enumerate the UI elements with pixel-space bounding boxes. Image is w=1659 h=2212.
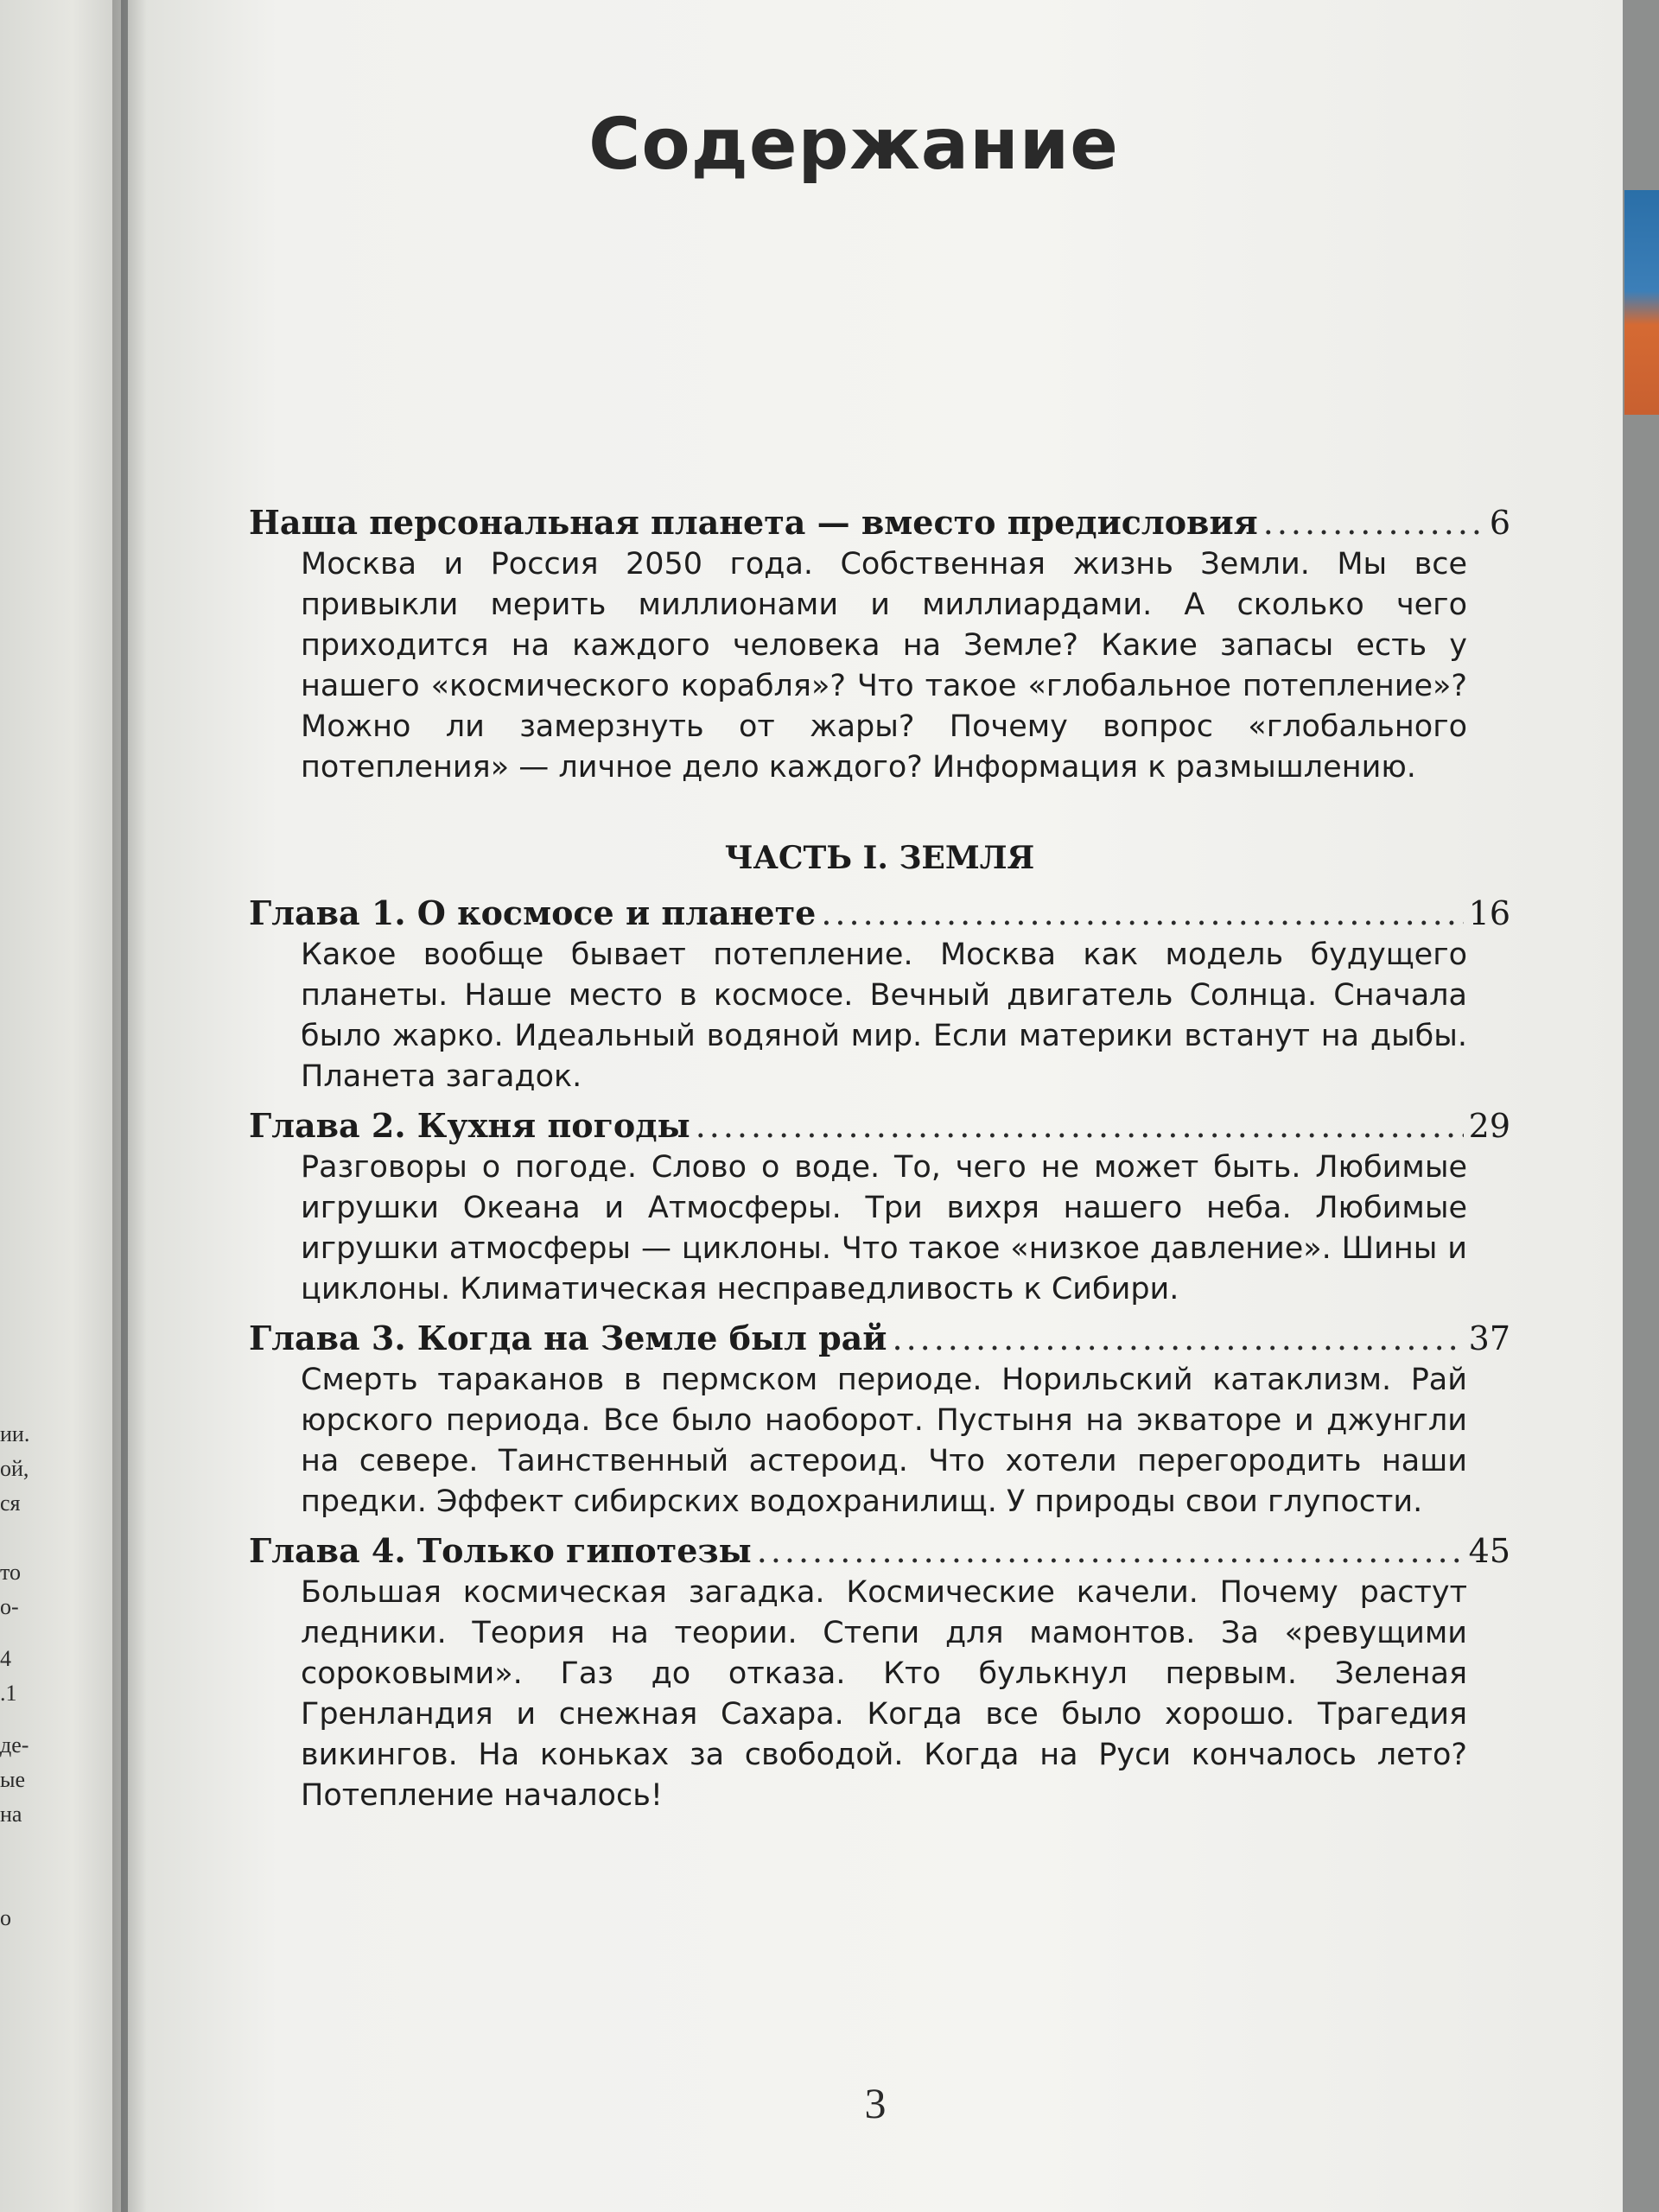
page-title: Содержание [588,104,1119,186]
toc-entry-heading [249,1317,1510,1360]
toc-entry-intro [249,501,1510,788]
dot-leader [892,1317,1463,1360]
dot-leader [821,892,1463,935]
dot-leader [757,1529,1464,1573]
toc-entry-page: 6 [1489,504,1510,542]
book-page [128,0,1623,2212]
toc-entry-description: Смерть тараканов в пермском периоде. Норильский катаклизм. Рай юрского периода. Все было наоборот. Пустыня на экваторе и джунгли на севере. Таинственный астероид. Что хотели перегородить наши предки. Эффект сибирских водохранилищ. У природы свои глупости. [301,1363,1467,1519]
fragment: о [0,1905,11,1930]
toc-entry-chapter-1 [249,892,1510,1097]
toc-entry-title: Глава 3. Когда на Земле был рай [249,1319,887,1357]
dot-leader [696,1104,1464,1147]
toc-entry-chapter-3 [249,1317,1510,1522]
toc-entry-heading [249,501,1510,544]
toc-entry-description: Москва и Россия 2050 года. Собственная жизнь Земли. Мы все привыкли мерить миллионами и миллиардами. А сколько чего приходится на каждого человека на Земле? Какие запасы есть у нашего «космического корабля»? Что такое «глобальное потепление»? Можно ли замерзнуть от жары? Почему вопрос «глобального потепления» — личное дело каждого? Информация к размышлению. [301,547,1467,785]
dot-leader [1263,501,1484,544]
fragment: .1 [0,1681,17,1706]
fragment: ой, [0,1456,29,1481]
toc-entry-description: Какое вообще бывает потепление. Москва как модель будущего планеты. Наше место в космосе. Вечный двигатель Солнца. Сначала было жарко. Идеальный водяной мир. Если материки встанут на дыбы. Планета загадок. [301,938,1467,1094]
toc-entry-page: 29 [1468,1107,1510,1145]
toc-entry-heading [249,1529,1510,1573]
fragment: о- [0,1594,19,1619]
toc-entry-page: 16 [1468,894,1510,932]
toc-entry-page: 45 [1468,1532,1510,1570]
fragment: на [0,1802,22,1827]
left-facing-page [0,0,121,2212]
part-heading: ЧАСТЬ I. ЗЕМЛЯ [724,840,1035,876]
toc-entry-description: Большая космическая загадка. Космические качели. Почему растут ледники. Теория на теории. Степи для мамонтов. За «ревущими сороковыми». Газ до отказа. Кто булькнул первым. Зеленая Гренландия и снежная Сахара. Когда все было хорошо. Трагедия викингов. На коньках за свободой. Когда на Руси кончалось лето? Потепление началось! [301,1575,1467,1813]
book-gutter-shadow [112,0,147,2212]
table-of-contents [249,501,1510,1823]
toc-entry-chapter-2 [249,1104,1510,1310]
fragment: ии. [0,1421,30,1446]
left-page-text-fragments [0,1417,35,1936]
fragment: 4 [0,1646,11,1671]
fragment: ые [0,1767,26,1792]
toc-entry-title: Наша персональная планета — вместо предисловия [249,503,1258,542]
fragment: де- [0,1732,29,1758]
fragment: ся [0,1491,21,1516]
toc-entry-chapter-4 [249,1529,1510,1816]
toc-entry-title: Глава 4. Только гипотезы [249,1531,752,1570]
page-number: 3 [864,2079,887,2127]
fragment: то [0,1560,22,1585]
toc-entry-page: 37 [1468,1319,1510,1357]
toc-entry-title: Глава 1. О космосе и планете [249,893,817,932]
toc-entry-description: Разговоры о погоде. Слово о воде. То, чего не может быть. Любимые игрушки Океана и Атмосферы. Три вихря нашего неба. Любимые игрушки атмосферы — циклоны. Что такое «низкое давление». Шины и циклоны. Климатическая несправедливость к Сибири. [301,1150,1467,1306]
toc-entry-heading [249,1104,1510,1147]
book-cover-edge [1624,190,1659,415]
toc-entry-heading [249,892,1510,935]
toc-entry-title: Глава 2. Кухня погоды [249,1106,690,1145]
